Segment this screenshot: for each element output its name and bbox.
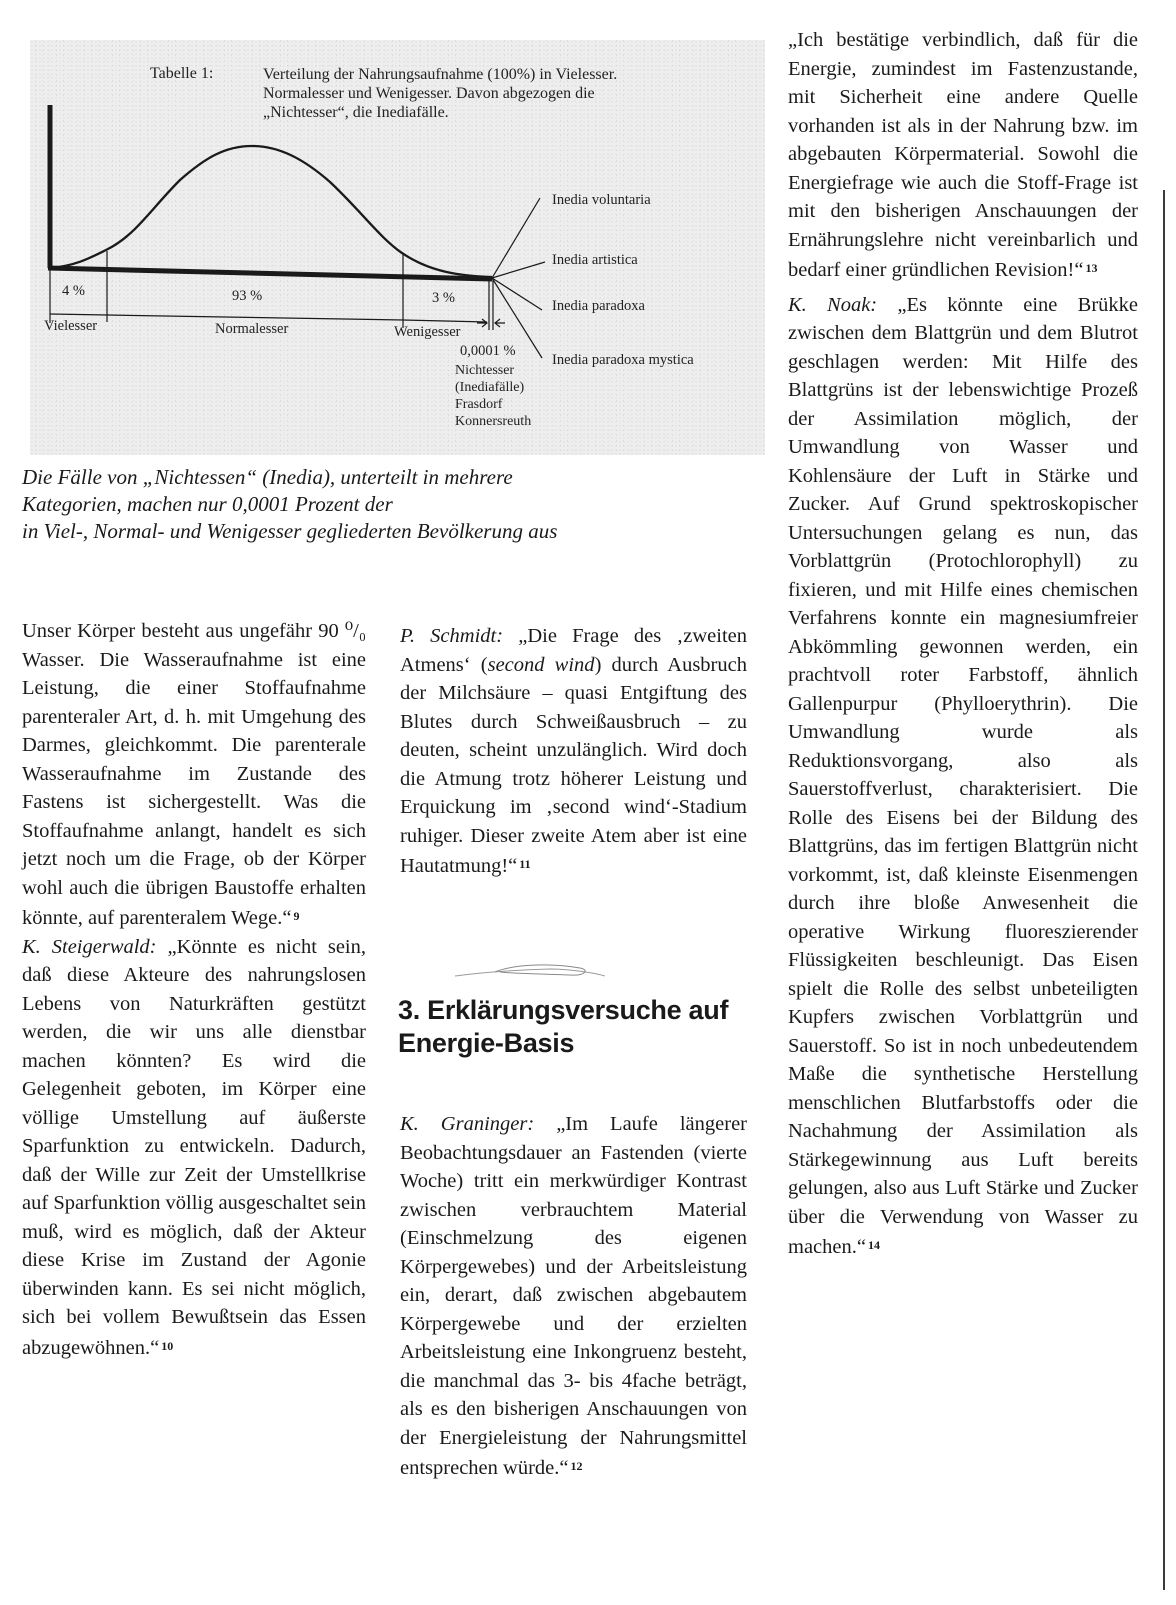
ornament-squiggle [455, 960, 605, 986]
speaker-name: K. Steigerwald: [22, 935, 157, 958]
middle-column-top [400, 622, 747, 881]
segment-percent-normalesser: 93 % [232, 288, 263, 304]
inedia-paradoxa-mystica-label: Inedia paradoxa mystica [552, 352, 694, 368]
section-heading: 3. Erklärungsversuche auf Energie-Basis [398, 995, 729, 1058]
scan-edge-line [1163, 190, 1165, 1590]
distribution-figure [30, 40, 765, 455]
figure-title: Verteilung der Nahrungsaufnahme (100%) in Vielesser. Normalesser und Wenigesser. Davon abgezogen die „Nichtesser“, die Inediafälle. [263, 66, 618, 121]
segment-label-vielesser: Vielesser [44, 318, 98, 334]
bell-curve-chart [30, 40, 765, 455]
paragraph: K. Steigerwald: „Könnte es nicht sein, daß diese Akteure des nahrungslosen Lebens von Naturkräften gestützt werden, die wir uns alle dienstbar machen könnten? Es wird die Gelegenheit geboten, im Körper eine völlige Umstellung auf äußerste Sparfunktion zu entwickeln. Dadurch, daß der Wille zur Zeit der Umstellkrise auf Sparfunktion völlig ausgeschaltet sein muß, wird es möglich, daß der Akteur diese Krise im Zustand der Agonie überwinden kann. Es sei nicht möglich, sich bei vollem Bewußtsein das Essen abzugewöhnen.“ 10 [22, 935, 366, 1359]
figure-label: Tabelle 1: [150, 65, 214, 82]
footnote-ref: 11 [519, 857, 531, 871]
right-column [788, 26, 1138, 1262]
segment-label-normalesser: Normalesser [215, 321, 289, 337]
speaker-name: K. Noak: [788, 293, 878, 316]
speaker-name: K. Graninger: [400, 1113, 535, 1135]
inedia-artistica-label: Inedia artistica [552, 252, 638, 268]
footnote-ref: 9 [293, 909, 300, 923]
footnote-ref: 13 [1085, 261, 1098, 275]
segment-label-wenigesser: Wenigesser [394, 324, 461, 340]
paragraph: K. Noak: „Es könnte eine Brükke zwischen dem Blattgrün und dem Blutrot geschlagen werden: Mit Hilfe des Blattgrüns ist der lebenswichtige Prozeß der Assimilation möglich, der Umwandlung von Wasser und Kohlensäure der Luft in Stärke und Zucker. Auf Grund spektroskopischer Untersuchungen gelang es nun, das Vorblattgrün (Protochlorophyll) zu fixieren, und mit Hilfe eines chemischen Verfahrens konnte ein magnesiumfreier Abkömmling gewonnen werden, ein prachtvoll roter Farbstoff, ähnlich Gallenpurpur (Phylloerythrin). Die Umwandlung wurde als Reduktionsvorgang, also als Sauerstoffverlust, charakterisiert. Die Rolle des Eisens bei der Bildung des Blattgrüns, das im fertigen Blattgrün nicht vorkommt, ist, daß kleinste Eisenmengen durch ihre bloße Anwesenheit die operative Wirkung fluoreszierender Flüssigkeiten beschleunigt. Das Eisen spielt die Rolle des selbst unbeteiligten Kupfers zwischen Vorblattgrün und Sauerstoff. So ist in noch unbedeutendem Maße die synthetische Herstellung menschlichen Blutfarbstoffs oder die Nachahmung der Assimilation als Stärkegewinnung aus Luft bereits gelungen, also aus Luft Stärke und Zucker über die Verwendung von Wasser zu machen.“ 14 [788, 293, 1138, 1258]
left-column [22, 617, 366, 1362]
nichtesser-percent: 0,0001 % [460, 343, 516, 359]
footnote-ref: 14 [867, 1238, 880, 1252]
segment-percent-wenigesser: 3 % [432, 290, 455, 306]
paragraph: Unser Körper besteht aus ungefähr 90 ⁰/₀ Wasser. Die Wasseraufnahme ist eine Leistung, die einer Stoffaufnahme parenteraler Art, d. h. mit Umgehung des Darmes, gleichkommt. Die parenterale Wasseraufnahme im Zustande des Fastens ist sichergestellt. Was die Stoffaufnahme anlangt, handelt es sich jetzt noch um die Frage, ob der Körper wohl auch die übrigen Baustoffe erhalten könnte, auf parenteralem Wege.“ 9 [22, 620, 366, 929]
speaker-name: P. Schmidt: [400, 625, 504, 647]
inedia-paradoxa-label: Inedia paradoxa [552, 298, 645, 314]
paragraph: „Ich bestätige verbindlich, daß für die Energie, zumindest im Fastenzustande, mit Sicherheit eine andere Quelle vorhanden ist als in der Nahrung bzw. im abgebauten Körpermaterial. Sowohl die Energiefrage wie auch die Stoff-Frage ist mit den bisherigen Anschauungen der Ernährungslehre nicht vereinbarlich und bedarf einer gründlichen Revision!“ 13 [788, 29, 1138, 281]
segment-percent-vielesser: 4 % [62, 283, 85, 299]
footnote-ref: 10 [161, 1338, 174, 1353]
inedia-voluntaria-label: Inedia voluntaria [552, 192, 651, 208]
footnote-ref: 12 [570, 1459, 583, 1473]
figure-caption: Die Fälle von „Nichtessen“ (Inedia), unterteilt in mehrere Kategorien, machen nur 0,0001 Prozent der in Viel-, Normal- und Wenigesser gegliederten Bevölkerung aus [22, 465, 558, 543]
nichtesser-note: Nichtesser (Inediafälle) Frasdorf Konnersreuth [455, 363, 532, 429]
middle-column-bottom [400, 1110, 747, 1483]
paragraph: K. Graninger: „Im Laufe längerer Beobachtungsdauer an Fastenden (vierte Woche) tritt ein merkwürdiger Kontrast zwischen verbrauchtem Material (Einschmelzung des eigenen Körpergewebes) und der Arbeitsleistung ein, derart, daß zwischen abgebautem Körpergewebe und der erzielten Arbeitsleistung eine Inkongruenz besteht, die manchmal das 3- bis 4fache beträgt, als es den bisherigen Anschauungen von der Energieleistung der Nahrungsmittel entsprechen würde.“ 12 [400, 1113, 747, 1479]
paragraph: P. Schmidt: „Die Frage des ‚zweiten Atmens‘ (second wind) durch Ausbruch der Milchsäure – quasi Entgiftung des Blutes durch Schweißausbruch – zu deuten, scheint unzulänglich. Wird doch die Atmung trotz höherer Leistung und Erquickung im ‚second wind‘-Stadium ruhiger. Dieser zweite Atem aber ist eine Hautatmung!“ 11 [400, 625, 747, 877]
